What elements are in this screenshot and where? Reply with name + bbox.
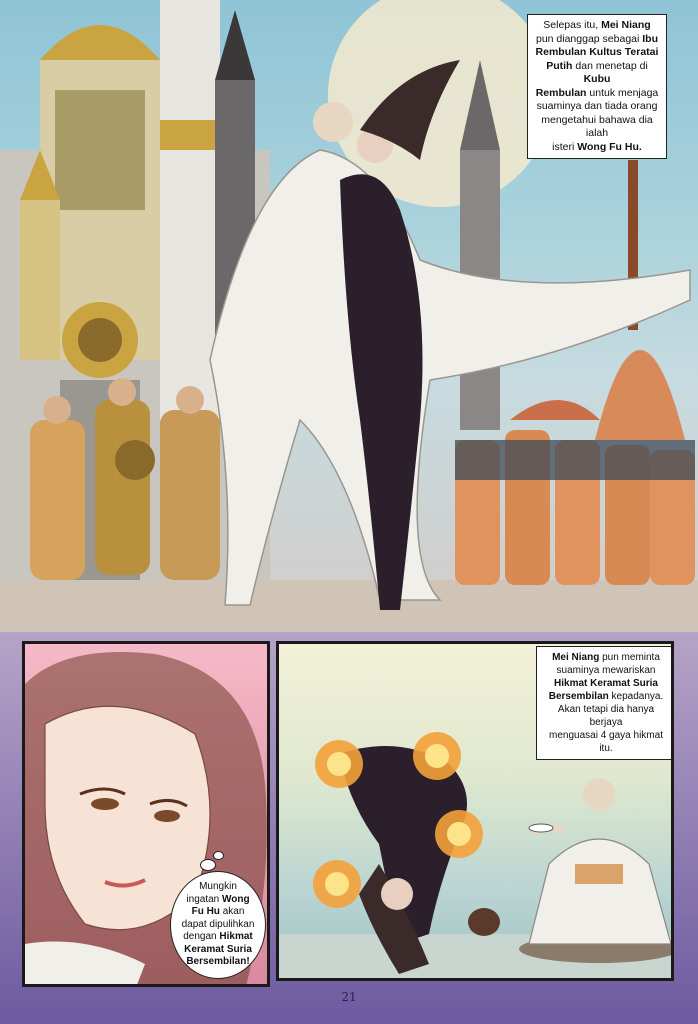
thought-line: [182, 894, 255, 907]
caption-box-fight: [536, 646, 674, 760]
thought-line: [182, 906, 255, 919]
thought-bubble-dot: [213, 851, 224, 860]
caption-line: [543, 677, 669, 690]
text: suaminya dan tiada orang: [536, 100, 658, 112]
thought-line: [182, 881, 255, 894]
text: dan menetap di: [572, 59, 648, 72]
caption-line: [543, 651, 669, 664]
bold-text: Bersembilan: [548, 691, 609, 702]
text: mengetahui bahawa dia ialah: [541, 113, 653, 139]
text: kepadanya.: [608, 691, 664, 702]
bold-text: Hikmat Keramat Suria: [554, 678, 658, 689]
bold-text: Mei Niang: [601, 19, 651, 31]
text: menguasai 4 gaya hikmat itu.: [549, 730, 663, 754]
panel-training-fireballs: [276, 641, 674, 981]
text: dapat dipulihkan: [181, 918, 255, 930]
caption-line: [543, 690, 669, 703]
thought-line: [182, 931, 255, 944]
bold-text: Wong: [222, 893, 250, 905]
caption-box-top: [527, 14, 667, 159]
caption-line: [543, 664, 669, 677]
text: dengan: [183, 931, 220, 943]
caption-line: [534, 19, 660, 33]
thought-line: [182, 944, 255, 957]
bold-text: Fu Hu: [191, 906, 220, 918]
bold-text: Hikmat: [219, 931, 253, 943]
caption-line: [534, 46, 660, 60]
bold-text: Mei Niang: [552, 652, 600, 663]
thought-line: [182, 956, 255, 969]
text: pun meminta: [599, 652, 660, 663]
bold-text: Ibu: [642, 32, 658, 45]
text: suaminya mewariskan: [556, 665, 656, 676]
caption-line: [534, 114, 660, 141]
text: Mungkin: [199, 881, 237, 893]
caption-line: [534, 87, 660, 101]
text: pun dianggap sebagai: [535, 32, 643, 45]
page-number: 21: [341, 990, 357, 1004]
guards-right: [455, 430, 695, 585]
text: Selepas itu,: [543, 19, 602, 31]
thought-bubble: [170, 871, 266, 979]
caption-line: [534, 60, 660, 87]
bold-text: Wong Fu Hu.: [577, 140, 642, 153]
text: Akan tetapi dia hanya berjaya: [557, 704, 655, 728]
caption-line: [534, 141, 660, 155]
text: untuk menjaga: [586, 86, 659, 99]
bold-text: Rembulan Kultus Teratai: [535, 46, 659, 58]
bold-text: Bersembilan!: [186, 956, 250, 968]
bold-text: Rembulan: [535, 86, 587, 99]
bold-text: Keramat Suria: [184, 943, 252, 955]
bold-text: Kubu: [583, 73, 611, 85]
guards-left: [30, 378, 220, 580]
caption-line: [543, 729, 669, 755]
thought-bubble-dot: [200, 859, 216, 871]
caption-line: [534, 33, 660, 47]
caption-line: [543, 703, 669, 729]
caption-line: [534, 100, 660, 114]
text: ingatan: [186, 893, 222, 905]
bold-text: Putih: [546, 59, 573, 72]
courtyard-floor: [0, 580, 698, 632]
thought-line: [182, 919, 255, 932]
text: isteri: [552, 140, 578, 153]
text: akan: [219, 906, 245, 918]
